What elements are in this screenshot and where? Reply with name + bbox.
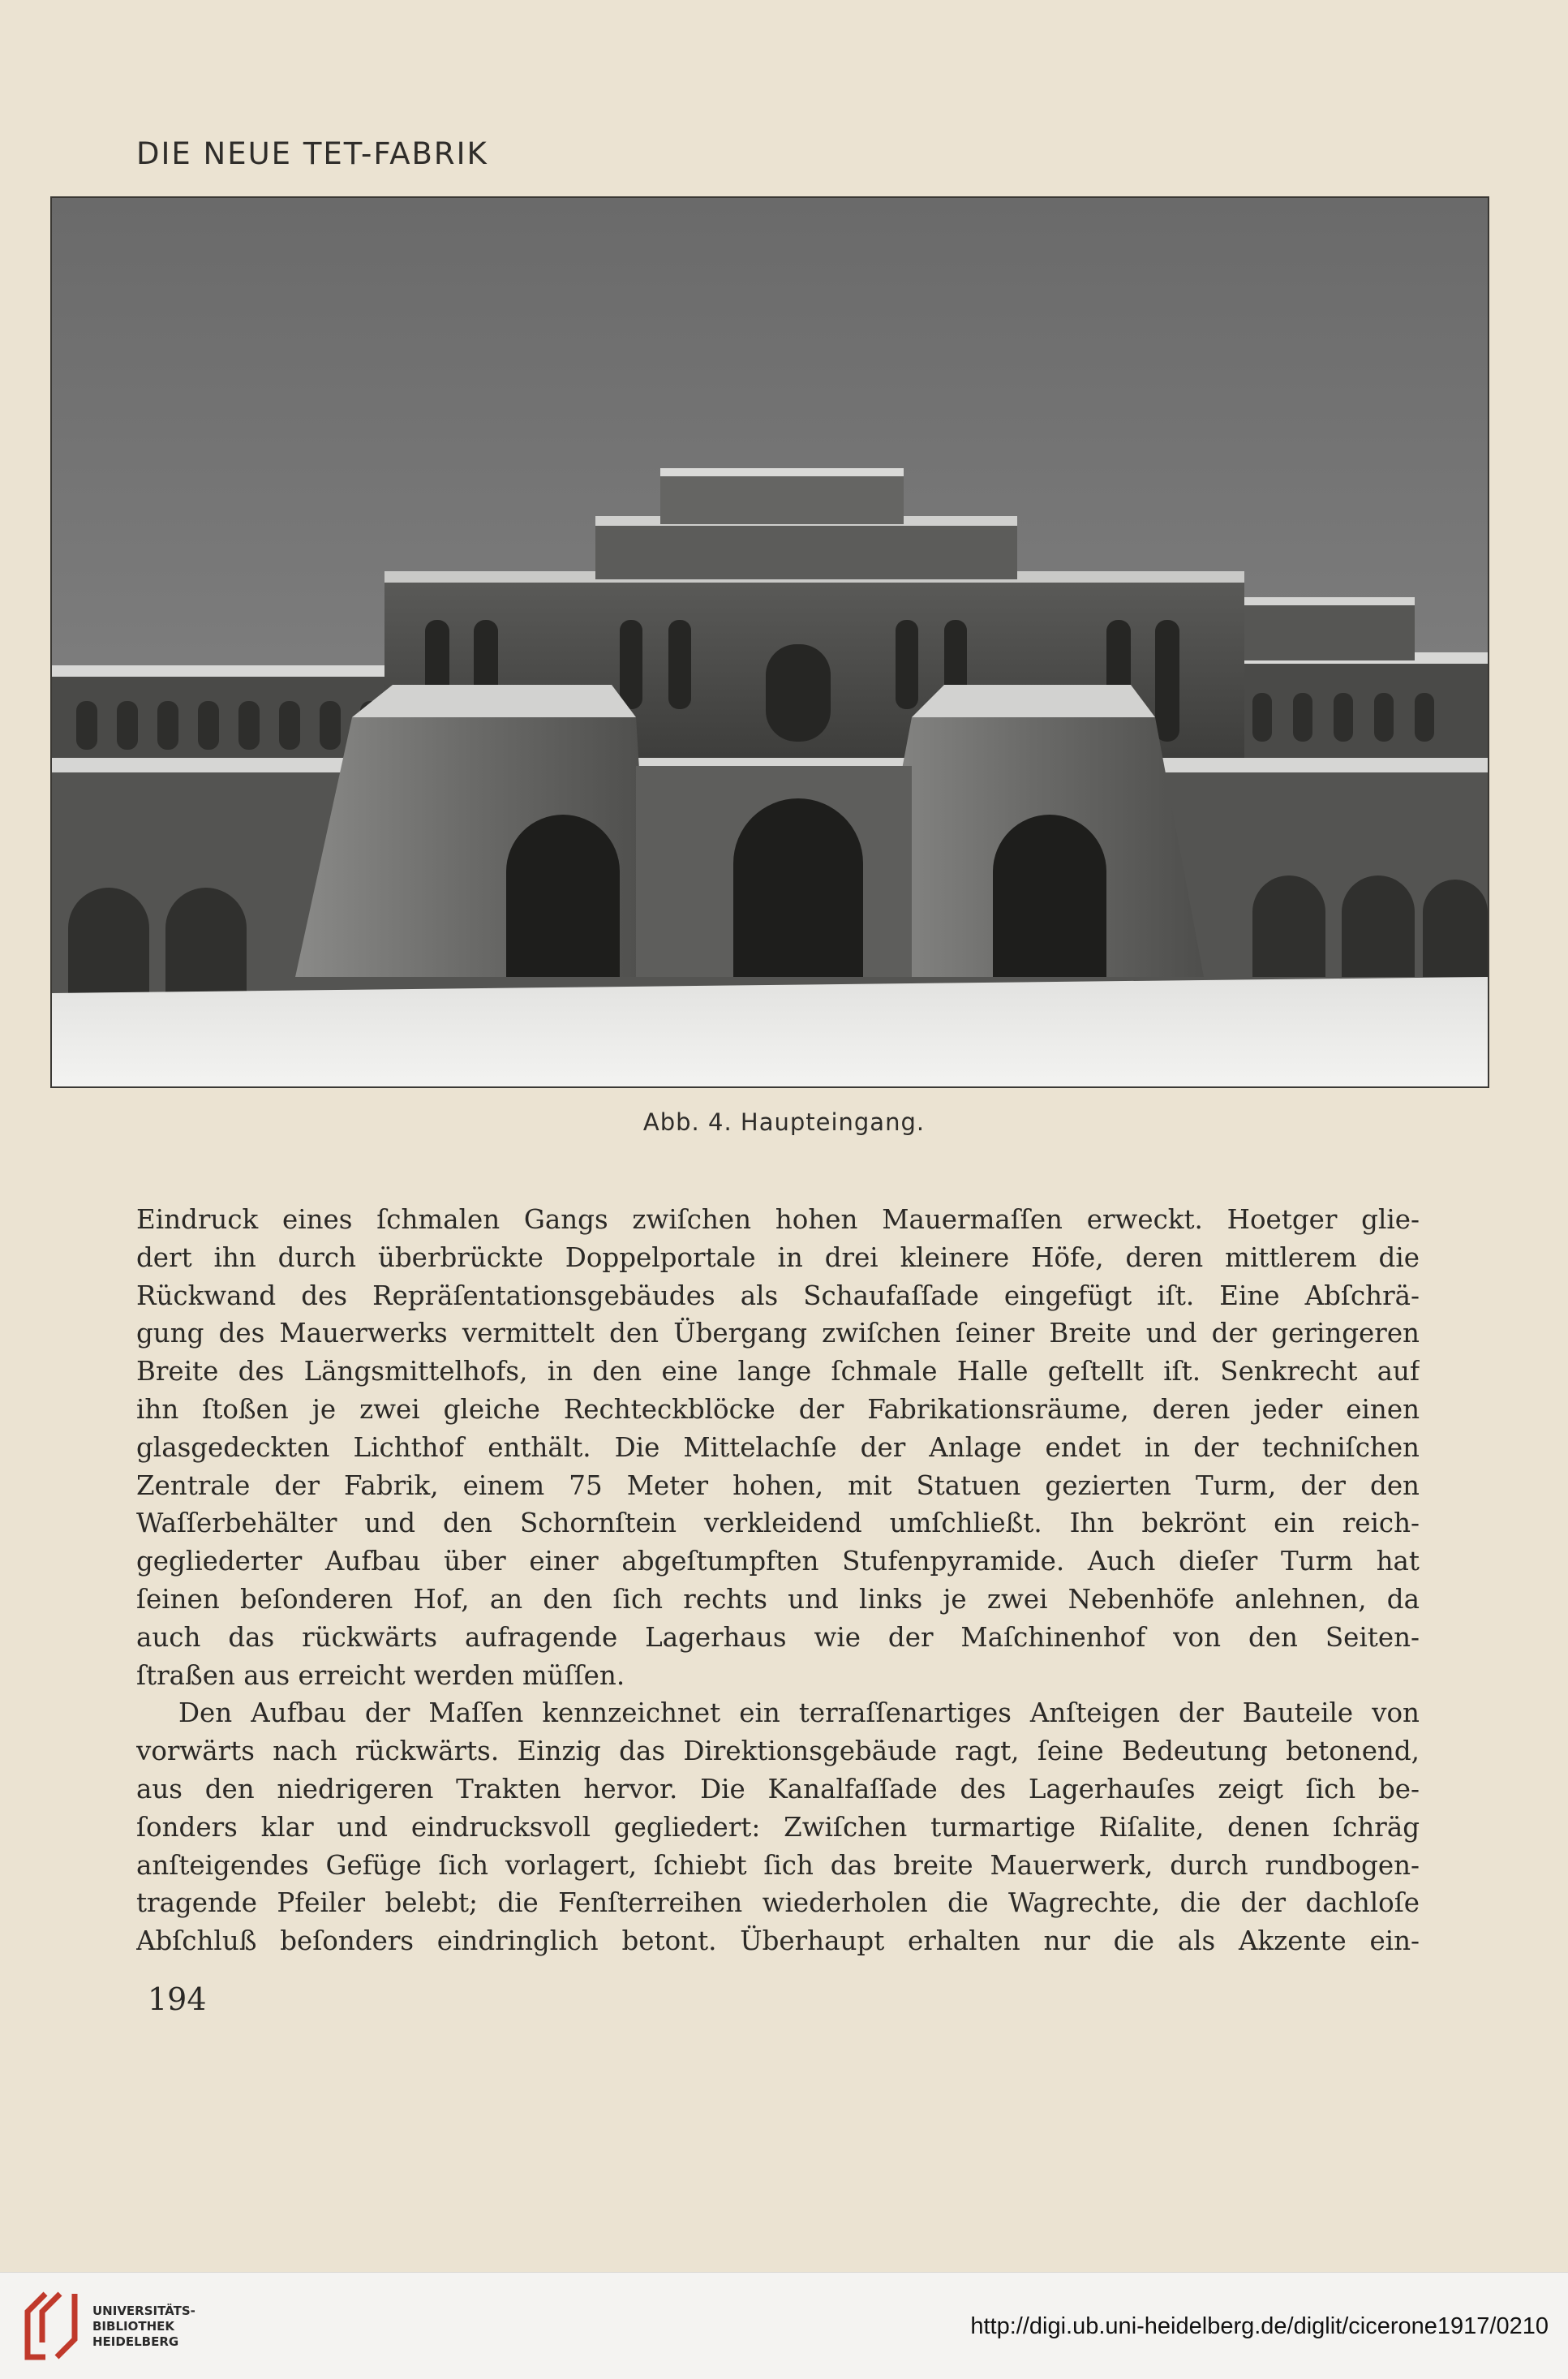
library-line: UNIVERSITÄTS- [92, 2304, 195, 2318]
text-line: auch das rückwärts aufragende Lagerhaus wie der Maſchinenhof von den Seiten- [136, 1621, 1420, 1653]
text-line: Zentrale der Fabrik, einem 75 Meter hohen, mit Statuen gezierten Turm, der den [136, 1469, 1420, 1501]
text-line: ſtraßen aus erreicht werden müſſen. [136, 1659, 625, 1691]
text-line: ihn ſtoßen je zwei gleiche Rechteckblöcke der Fabrikationsräume, deren jeder einen [136, 1393, 1420, 1425]
permalink-url[interactable]: http://digi.ub.uni-heidelberg.de/diglit/cicerone1917/0210 [970, 2313, 1549, 2339]
text-line: vorwärts nach rückwärts. Einzig das Direktionsgebäude ragt, ſeine Bedeutung betonend, [136, 1736, 1420, 1767]
text-line: anſteigendes Gefüge ſich vorlagert, ſchiebt ſich das breite Mauerwerk, durch rundbogen- [136, 1849, 1420, 1881]
figure-photograph [50, 196, 1489, 1088]
text-line: Rückwand des Repräſentationsgebäudes als Schaufaſſade eingefügt iſt. Eine Abſchrä- [136, 1280, 1420, 1311]
text-line: tragende Pfeiler belebt; die Fenſterreihen wiederholen die Wagrechte, die der dachloſe [136, 1887, 1420, 1919]
body-text [136, 1201, 1420, 1960]
text-line: Abſchluß beſonders eindringlich betont. Überhaupt erhalten nur die als Akzente ein- [136, 1925, 1420, 1957]
text-line: aus den niedrigeren Trakten hervor. Die Kanalfaſſade des Lagerhauſes zeigt ſich be- [136, 1773, 1420, 1805]
viewer-footer [0, 2272, 1568, 2379]
text-line: ſonders klar und eindrucksvoll gegliedert: Zwiſchen turmartige Riſalite, denen ſchräg [136, 1811, 1420, 1843]
text-line: glasgedeckten Lichthof enthält. Die Mittelachſe der Anlage endet in der techniſchen [136, 1431, 1420, 1463]
library-line: BIBLIOTHEK [92, 2319, 174, 2334]
factory-model-photo-icon [52, 198, 1488, 1086]
text-line: Den Aufbau der Maſſen kennzeichnet ein terraſſenartiges Anſteigen der Bauteile von [178, 1697, 1420, 1729]
text-line: Waſſerbehälter und den Schornſtein verkleidend umſchließt. Ihn bekrönt ein reich- [136, 1508, 1420, 1539]
text-line: gung des Mauerwerks vermittelt den Übergang zwiſchen ſeiner Breite und der geringeren [136, 1318, 1420, 1349]
figure-caption: Abb. 4. Haupteingang. [642, 1108, 926, 1136]
text-line: ſeinen beſonderen Hof, an den ſich rechts und links je zwei Nebenhöfe anlehnen, da [136, 1583, 1420, 1615]
text-line: Breite des Längsmittelhofs, in den eine lange ſchmale Halle geſtellt iſt. Senkrecht auf [136, 1356, 1420, 1387]
library-line: HEIDELBERG [92, 2334, 179, 2349]
running-head: DIE NEUE TET-FABRIK [136, 136, 488, 171]
library-name [92, 2304, 195, 2350]
text-line: dert ihn durch überbrückte Doppelportale in drei kleinere Höfe, deren mittlerem die [136, 1241, 1420, 1273]
text-line: gegliederter Aufbau über einer abgeſtumpften Stufenpyramide. Auch dieſer Turm hat [136, 1546, 1420, 1577]
text-line: Eindruck eines ſchmalen Gangs zwiſchen hohen Mauermaſſen erweckt. Hoetger glie- [136, 1204, 1420, 1235]
ub-heidelberg-logo-icon [16, 2286, 91, 2367]
page-number: 194 [148, 1981, 207, 2017]
